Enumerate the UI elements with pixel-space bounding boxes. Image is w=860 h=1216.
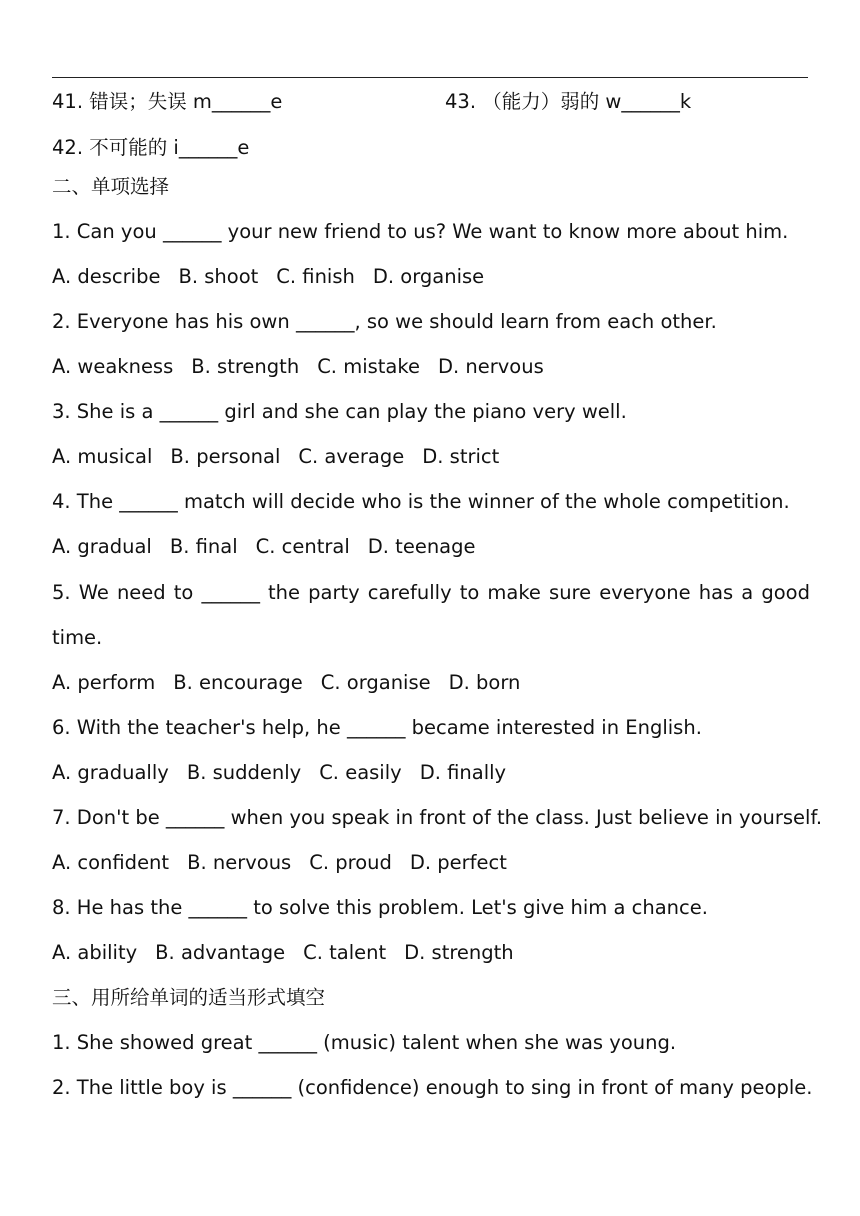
option: B. strength xyxy=(191,355,300,378)
vocab-text: 错误；失误 m______e xyxy=(89,90,283,113)
fill-item: 1. She showed great ______ (music) talent when she was young. xyxy=(52,1031,677,1054)
option: D. finally xyxy=(419,761,507,784)
vocab-item-42 xyxy=(52,138,249,158)
question-options xyxy=(52,447,517,467)
question-options xyxy=(52,537,494,557)
top-divider xyxy=(52,77,808,78)
word: good xyxy=(761,581,810,604)
option: D. born xyxy=(448,671,521,694)
vocab-item-43 xyxy=(445,92,691,112)
question-options xyxy=(52,763,524,783)
option: B. advantage xyxy=(155,941,286,964)
option: A. gradual xyxy=(52,535,152,558)
question-stem-justified xyxy=(52,583,810,603)
word: a xyxy=(741,581,754,604)
option: C. easily xyxy=(319,761,402,784)
word: ______ xyxy=(201,581,260,604)
option: C. talent xyxy=(303,941,387,964)
word: need xyxy=(116,581,166,604)
option: A. ability xyxy=(52,941,138,964)
question-stem: 6. With the teacher's help, he ______ became interested in English. xyxy=(52,716,702,739)
option: D. strength xyxy=(404,941,514,964)
option: D. organise xyxy=(372,265,485,288)
option: C. finish xyxy=(276,265,355,288)
option: A. confident xyxy=(52,851,170,874)
option: A. perform xyxy=(52,671,156,694)
vocab-text: 不可能的 i______e xyxy=(89,136,250,159)
vocab-number: 42. xyxy=(52,136,84,159)
question-options xyxy=(52,357,562,377)
option: B. final xyxy=(169,535,238,558)
word: has xyxy=(698,581,734,604)
word: to xyxy=(173,581,194,604)
word: to xyxy=(459,581,480,604)
option: D. perfect xyxy=(409,851,507,874)
question-options xyxy=(52,943,532,963)
section-title-fill-in: 三、用所给单词的适当形式填空 xyxy=(52,986,326,1009)
fill-item: 2. The little boy is ______ (confidence) enough to sing in front of many people. xyxy=(52,1076,813,1099)
option: C. proud xyxy=(309,851,392,874)
option: A. weakness xyxy=(52,355,174,378)
word: 5. xyxy=(52,581,71,604)
vocab-number: 41. xyxy=(52,90,84,113)
option: A. describe xyxy=(52,265,161,288)
question-options xyxy=(52,673,538,693)
option: B. nervous xyxy=(187,851,292,874)
word: make xyxy=(487,581,541,604)
option: C. organise xyxy=(320,671,431,694)
word: We xyxy=(78,581,109,604)
word: party xyxy=(308,581,360,604)
question-options xyxy=(52,853,525,873)
vocab-number: 43. xyxy=(445,90,477,113)
question-stem: 3. She is a ______ girl and she can play the piano very well. xyxy=(52,400,627,423)
vocab-text: （能力）弱的 w______k xyxy=(482,90,692,113)
option: A. musical xyxy=(52,445,153,468)
vocab-item-41 xyxy=(52,92,282,112)
section-title-multiple-choice: 二、单项选择 xyxy=(52,175,170,198)
option: A. gradually xyxy=(52,761,169,784)
question-stem: 7. Don't be ______ when you speak in front of the class. Just believe in yourself. xyxy=(52,806,823,829)
option: D. strict xyxy=(422,445,500,468)
question-options xyxy=(52,267,502,287)
word: the xyxy=(268,581,301,604)
option: B. shoot xyxy=(178,265,259,288)
question-stem: 8. He has the ______ to solve this problem. Let's give him a chance. xyxy=(52,896,708,919)
question-stem-continued: time. xyxy=(52,626,103,649)
option: D. teenage xyxy=(367,535,476,558)
option: B. encourage xyxy=(173,671,303,694)
word: carefully xyxy=(367,581,452,604)
option: D. nervous xyxy=(437,355,544,378)
question-stem: 1. Can you ______ your new friend to us? We want to know more about him. xyxy=(52,220,789,243)
question-stem: 4. The ______ match will decide who is the winner of the whole competition. xyxy=(52,490,790,513)
word: sure xyxy=(549,581,592,604)
option: B. suddenly xyxy=(186,761,302,784)
option: C. central xyxy=(255,535,350,558)
word: everyone xyxy=(599,581,691,604)
option: C. average xyxy=(298,445,405,468)
question-stem: 2. Everyone has his own ______, so we should learn from each other. xyxy=(52,310,717,333)
option: B. personal xyxy=(170,445,281,468)
option: C. mistake xyxy=(317,355,420,378)
